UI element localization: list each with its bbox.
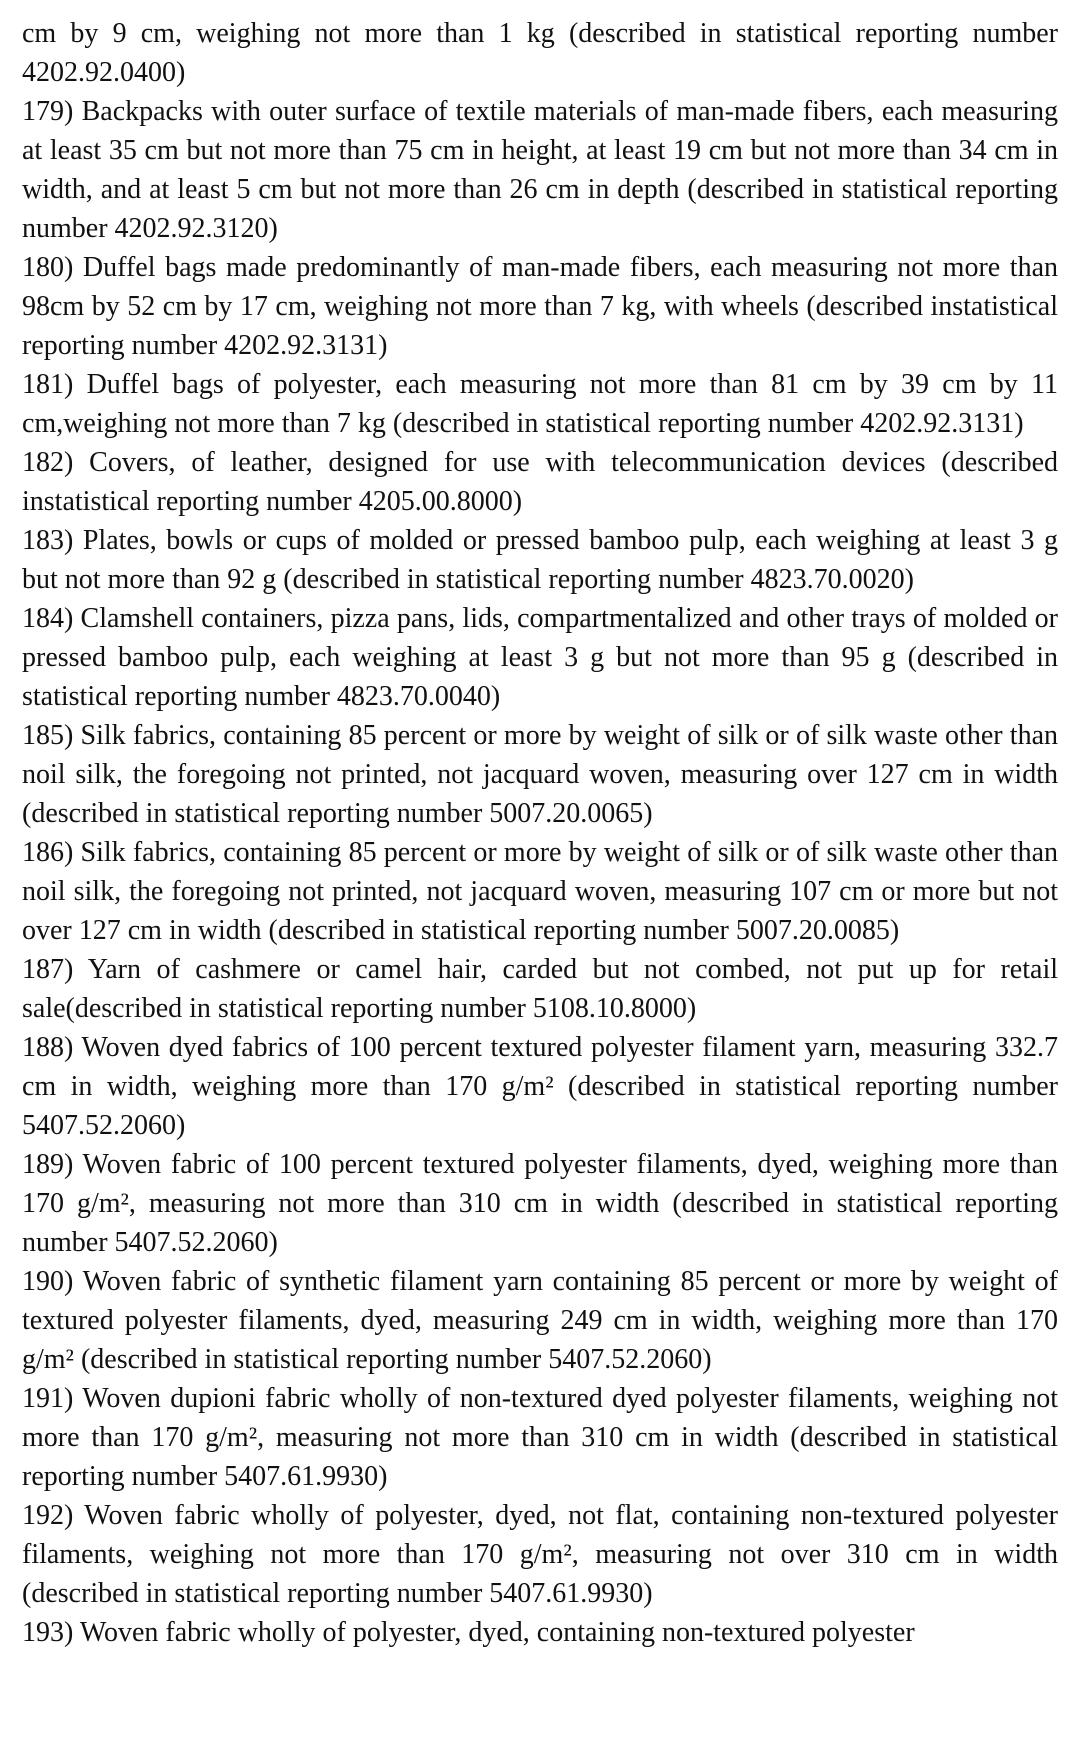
list-item-192: 192) Woven fabric wholly of polyester, dyed, not flat, containing non-textured polyester filaments, weighing not more than 170 g/m², measuring not over 310 cm in width (described in statistical reporting number 5407.61.9930) (22, 1500, 1058, 1609)
document-page (22, 14, 1058, 1652)
list-item-184: 184) Clamshell containers, pizza pans, lids, compartmentalized and other trays of molded or pressed bamboo pulp, each weighing at least 3 g but not more than 95 g (described in statistical reporting number 4823.70.0040) (22, 603, 1058, 712)
list-item-188: 188) Woven dyed fabrics of 100 percent textured polyester filament yarn, measuring 332.7 cm in width, weighing more than 170 g/m² (described in statistical reporting number 5407.52.2060) (22, 1032, 1058, 1141)
list-item-180: 180) Duffel bags made predominantly of man-made fibers, each measuring not more than 98cm by 52 cm by 17 cm, weighing not more than 7 kg, with wheels (described instatistical reporting number 4202.92.3131) (22, 252, 1058, 361)
list-item-183: 183) Plates, bowls or cups of molded or pressed bamboo pulp, each weighing at least 3 g but not more than 92 g (described in statistical reporting number 4823.70.0020) (22, 525, 1058, 595)
list-item-191: 191) Woven dupioni fabric wholly of non-textured dyed polyester filaments, weighing not more than 170 g/m², measuring not more than 310 cm in width (described in statistical reporting number 5407.61.9930) (22, 1383, 1058, 1492)
list-item-189: 189) Woven fabric of 100 percent textured polyester filaments, dyed, weighing more than 170 g/m², measuring not more than 310 cm in width (described in statistical reporting number 5407.52.2060) (22, 1149, 1058, 1258)
list-item-186: 186) Silk fabrics, containing 85 percent or more by weight of silk or of silk waste other than noil silk, the foregoing not printed, not jacquard woven, measuring 107 cm or more but not over 127 cm in width (described in statistical reporting number 5007.20.0085) (22, 837, 1058, 946)
list-item-179: 179) Backpacks with outer surface of textile materials of man-made fibers, each measuring at least 35 cm but not more than 75 cm in height, at least 19 cm but not more than 34 cm in width, and at least 5 cm but not more than 26 cm in depth (described in statistical reporting number 4202.92.3120) (22, 96, 1058, 244)
list-item-185: 185) Silk fabrics, containing 85 percent or more by weight of silk or of silk waste other than noil silk, the foregoing not printed, not jacquard woven, measuring over 127 cm in width (described in statistical reporting number 5007.20.0065) (22, 720, 1058, 829)
paragraph-continuation: cm by 9 cm, weighing not more than 1 kg (described in statistical reporting number 4202.92.0400) (22, 18, 1058, 88)
list-item-181: 181) Duffel bags of polyester, each measuring not more than 81 cm by 39 cm by 11 cm,weighing not more than 7 kg (described in statistical reporting number 4202.92.3131) (22, 369, 1058, 439)
list-item-187: 187) Yarn of cashmere or camel hair, carded but not combed, not put up for retail sale(described in statistical reporting number 5108.10.8000) (22, 954, 1058, 1024)
list-item-193: 193) Woven fabric wholly of polyester, dyed, containing non-textured polyester (22, 1617, 915, 1648)
list-item-190: 190) Woven fabric of synthetic filament yarn containing 85 percent or more by weight of textured polyester filaments, dyed, measuring 249 cm in width, weighing more than 170 g/m² (described in statistical reporting number 5407.52.2060) (22, 1266, 1058, 1375)
list-item-182: 182) Covers, of leather, designed for use with telecommunication devices (described instatistical reporting number 4205.00.8000) (22, 447, 1058, 517)
